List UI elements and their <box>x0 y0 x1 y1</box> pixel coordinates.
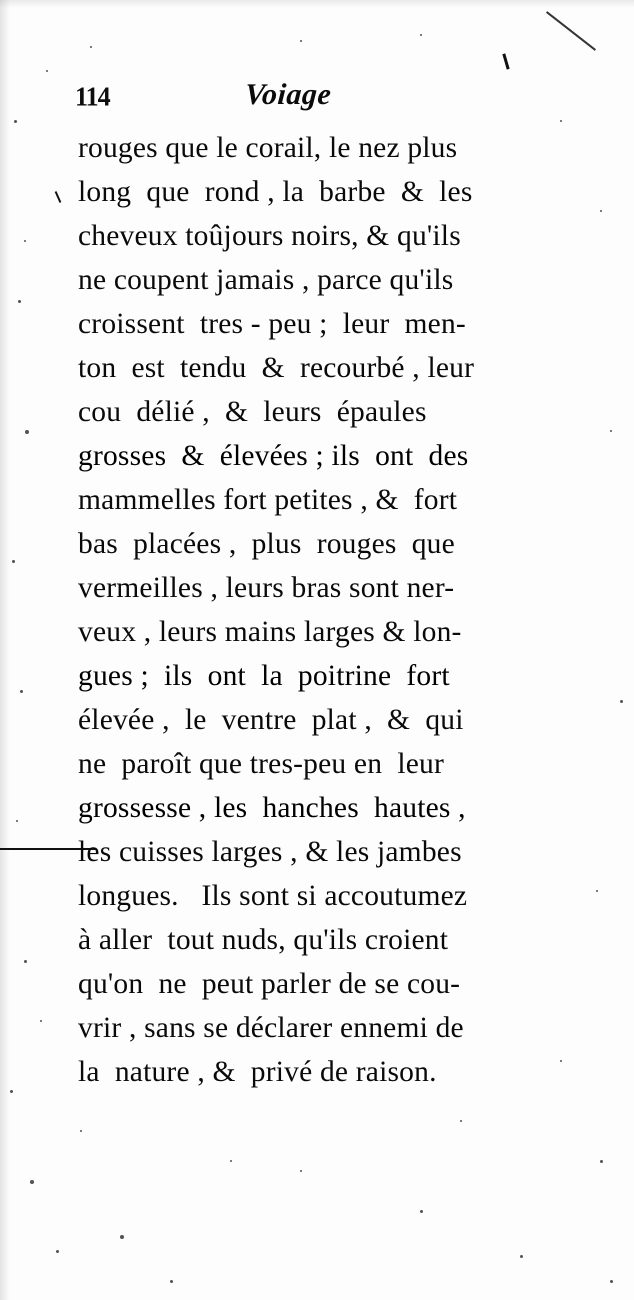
text-line: cheveux toûjours noirs, & qu'ils <box>78 220 461 252</box>
folio-number: 114 <box>75 81 110 112</box>
page-edge-shadow-left <box>0 0 10 1300</box>
text-line: longues. Ils sont si accoutumez <box>78 880 468 912</box>
text-line: veux , leurs mains larges & lon- <box>78 616 462 648</box>
body-text-block <box>78 126 593 1094</box>
text-line: cou délié , & leurs épaules <box>78 396 427 428</box>
text-line: grosses & élevées ; ils ont des <box>78 440 469 472</box>
text-line: ton est tendu & recourbé , leur <box>78 352 475 384</box>
page-edge-shadow-top <box>0 0 634 8</box>
text-line: vrir , sans se déclarer ennemi de <box>78 1012 464 1044</box>
text-line: les cuisses larges , & les jambes <box>78 836 462 868</box>
text-line: mammelles fort petites , & fort <box>78 484 458 516</box>
text-line: la nature , & privé de raison. <box>78 1056 437 1088</box>
text-line: ne coupent jamais , parce qu'ils <box>78 264 454 296</box>
text-line: gues ; ils ont la poitrine fort <box>78 660 450 692</box>
text-line: rouges que le corail, le nez plus <box>78 132 458 164</box>
text-line: à aller tout nuds, qu'ils croient <box>78 924 449 956</box>
text-line: élevée , le ventre plat , & qui <box>78 704 464 736</box>
text-line: qu'on ne peut parler de se cou- <box>78 968 461 1000</box>
text-line: grossesse , les hanches hautes , <box>78 792 466 824</box>
text-line: vermeilles , leurs bras sont ner- <box>78 572 455 604</box>
text-line: ne paroît que tres-peu en leur <box>78 748 444 780</box>
ink-mark-left-margin <box>55 191 62 203</box>
text-line: bas placées , plus rouges que <box>78 528 455 560</box>
running-title: Voiage <box>243 78 333 111</box>
pen-stroke-top-right-icon <box>546 11 596 51</box>
page-header <box>60 78 580 118</box>
text-line: long que rond , la barbe & les <box>78 176 473 208</box>
text-line: croissent tres - peu ; leur men- <box>78 308 466 340</box>
ink-tick-icon <box>502 53 509 69</box>
